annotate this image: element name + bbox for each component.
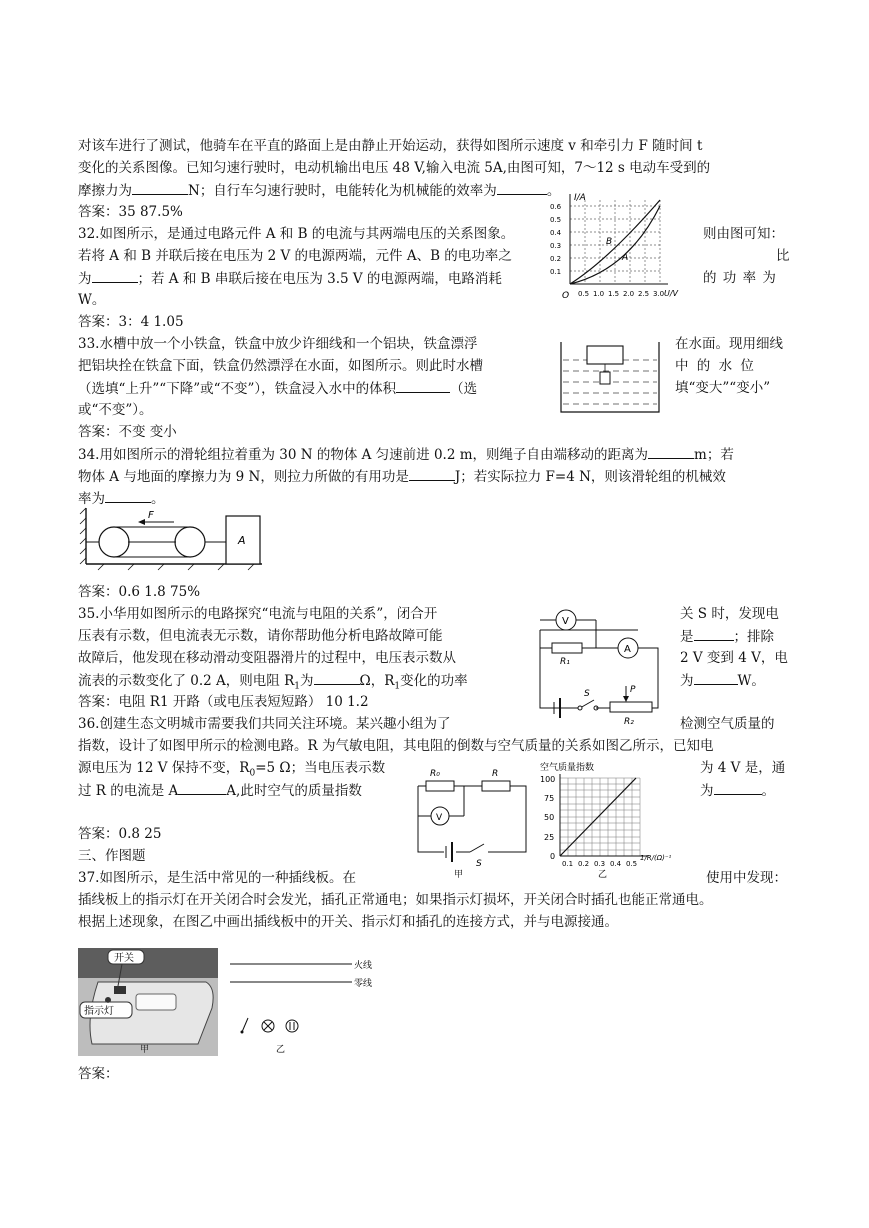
xtick: 0.1 xyxy=(562,860,574,868)
answer-blank[interactable] xyxy=(92,270,138,283)
q33-line2: 把铝块拴在铁盒下面，铁盒仍然漂浮在水面，如图所示。则此时水槽 xyxy=(78,358,483,374)
xtick: 0.5 xyxy=(626,860,638,868)
ytick: 50 xyxy=(544,813,555,822)
xtick: 0.5 xyxy=(578,290,590,298)
q36-line2: 指数，设计了如图甲所示的检测电路。R 为气敏电阻，其电阻的倒数与空气质量的关系如图乙所示，已知电 xyxy=(78,738,714,754)
q32-line1-right: 则由图可知： xyxy=(703,226,784,242)
air-quality-graph xyxy=(536,760,676,878)
q37-line1: 37.如图所示，是生活中常见的一种插线板。在 xyxy=(78,870,356,886)
answer-blank[interactable] xyxy=(409,468,455,481)
air-quality-circuit-figure xyxy=(404,760,536,878)
q32-line3: 为 ；若 A 和 B 串联后接在电压为 3.5 V 的电源两端，电路消耗 xyxy=(78,271,502,287)
iron-box xyxy=(587,346,623,364)
q35-line3-right: 2 V 变到 4 V，电 xyxy=(680,650,788,666)
object-a-label: A xyxy=(238,534,246,547)
q36-line1: 36.创建生态文明城市需要我们共同关注环境。某兴趣小组为了 xyxy=(78,716,451,732)
q32-line2-right: 比 xyxy=(776,248,790,264)
graph-ylabel: I/A xyxy=(574,193,586,203)
q33-line3-right: 填“变大”“变小” xyxy=(675,380,771,396)
xtick: 1.0 xyxy=(593,290,605,298)
resistor-r0 xyxy=(426,781,454,791)
q32-line4: W。 xyxy=(78,292,106,308)
caption-jia: 甲 xyxy=(454,870,464,880)
ytick: 0.3 xyxy=(550,242,562,250)
answer-blank[interactable] xyxy=(314,672,360,685)
q32-line1: 32.如图所示，是通过电路元件 A 和 B 的电流与其两端电压的关系图象。 xyxy=(78,226,515,242)
q34-line2: 物体 A 与地面的摩擦力为 9 N，则拉力所做的有用功是 J；若实际拉力 F=4 N，则该滑轮组的机械效 xyxy=(78,469,726,485)
q33-line4: 或“不变”）。 xyxy=(78,402,153,418)
q33-line2-right: 中 的 水 位 xyxy=(675,358,756,374)
answer-blank[interactable] xyxy=(396,380,450,393)
r2-label: R₂ xyxy=(624,717,634,727)
q31-answer: 答案：35 87.5% xyxy=(78,204,183,220)
rheostat xyxy=(610,702,652,712)
q37-line2: 插线板上的指示灯在开关闭合时会发光，插孔正常通电；如果指示灯损坏，开关闭合时插孔也能正常通电。 xyxy=(78,892,713,908)
slider-label: P xyxy=(630,685,636,695)
moving-pulley xyxy=(175,527,205,557)
caption-jia: 甲 xyxy=(140,1045,150,1055)
q37-answer: 答案： xyxy=(78,1066,119,1082)
resistor-r1 xyxy=(552,643,582,653)
answer-blank[interactable] xyxy=(178,782,226,795)
xtick: 2.0 xyxy=(623,290,635,298)
water-tank-figure xyxy=(555,338,665,416)
ytick: 0.5 xyxy=(550,216,562,224)
aluminum-block xyxy=(600,372,610,384)
caption-yi: 乙 xyxy=(598,870,608,880)
q34-line3: 率为 。 xyxy=(78,491,165,507)
q34-answer: 答案：0.6 1.8 75% xyxy=(78,584,201,600)
voltmeter-label: V xyxy=(436,813,443,823)
circuit-figure xyxy=(518,600,670,727)
q35-line4-right: 为 W。 xyxy=(680,673,765,689)
section-heading: 三、作图题 xyxy=(78,848,146,864)
q32-line3-right: 的 功 率 为 xyxy=(703,270,777,286)
xtick: 2.5 xyxy=(638,290,650,298)
q32-line2: 若将 A 和 B 并联后接在电压为 2 V 的电源两端，元件 A、B 的电功率之 xyxy=(78,248,512,264)
q33-line1-right: 在水面。现用细线 xyxy=(675,336,783,352)
q33-answer: 答案：不变 变小 xyxy=(78,424,177,440)
q33-line3: （选填“上升”“下降”或“不变”），铁盒浸入水中的体积 （选 xyxy=(78,381,478,397)
q35-line1: 35.小华用如图所示的电路探究“电流与电阻的关系”，闭合开 xyxy=(78,606,438,622)
wiring-figure xyxy=(226,956,386,1056)
iu-graph xyxy=(548,190,678,312)
ammeter-label: A xyxy=(624,644,631,655)
q36-answer: 答案：0.8 25 xyxy=(78,826,162,842)
q31-line1: 对该车进行了测试，他骑车在平直的路面上是由静止开始运动，获得如图所示速度 v 和牵引力 F 随时间 t xyxy=(78,138,703,154)
ytick: 0.2 xyxy=(550,255,562,263)
caption-yi: 乙 xyxy=(276,1045,286,1055)
answer-blank[interactable] xyxy=(694,628,734,641)
q35-line2-right: 是 ；排除 xyxy=(680,629,774,645)
q35-line3: 故障后，他发现在移动滑动变阻器滑片的过程中，电压表示数从 xyxy=(78,650,456,666)
ytick: 0.1 xyxy=(550,268,562,276)
switch-label: S xyxy=(584,689,590,699)
xtick: 3.0 xyxy=(653,290,665,298)
ytick: 0.4 xyxy=(550,229,562,237)
q35-answer: 答案：电阻 R1 开路（或电压表短短路） 10 1.2 xyxy=(78,694,369,710)
voltmeter-label: V xyxy=(562,616,569,627)
answer-blank[interactable] xyxy=(497,182,547,195)
graph-title: 空气质量指数 xyxy=(540,763,595,773)
q37-line1-right: 使用中发现： xyxy=(706,870,787,886)
fixed-pulley xyxy=(99,527,129,557)
ytick: 100 xyxy=(540,775,556,784)
gas-resistor-r xyxy=(482,781,510,791)
switch-icon xyxy=(114,986,126,994)
ytick: 25 xyxy=(544,833,555,842)
r-label: R xyxy=(492,769,499,779)
switch-label: 开关 xyxy=(114,953,134,964)
switch-icon xyxy=(242,1018,248,1032)
q35-line2: 压表有示数，但电流表无示数，请你帮助他分析电路故障可能 xyxy=(78,628,443,644)
q35-line4: 流表的示数变化了 0.2 A，则电阻 $R_1$为 Ω，$R_1$变化的功率 xyxy=(78,673,468,692)
q34-line1: 34.用如图所示的滑轮组拉着重为 30 N 的物体 A 匀速前进 0.2 m，则绳子自由端移动的距离为 m；若 xyxy=(78,447,734,463)
answer-blank[interactable] xyxy=(648,446,694,459)
q36-line3: 源电压为 12 V 保持不变，$R_0=5$ Ω；当电压表示数 xyxy=(78,760,386,779)
q36-line4-right: 为 。 xyxy=(700,783,775,799)
live-label: 火线 xyxy=(354,961,373,971)
r0-label: R₀ xyxy=(430,769,440,779)
q35-line1-right: 关 S 时，发现电 xyxy=(680,606,779,622)
answer-blank[interactable] xyxy=(714,782,762,795)
switch-label: S xyxy=(476,859,482,869)
answer-blank[interactable] xyxy=(694,672,738,685)
q32-answer: 答案：3：4 1.05 xyxy=(78,314,184,330)
ytick: 0.6 xyxy=(550,203,562,211)
neutral-label: 零线 xyxy=(354,979,373,989)
q33-line1: 33.水槽中放一个小铁盒，铁盒中放少许细线和一个铝块，铁盒漂浮 xyxy=(78,336,478,352)
pulley-figure xyxy=(78,500,268,572)
xtick: 0.2 xyxy=(578,860,590,868)
q36-line4: 过 R 的电流是 A A,此时空气的质量指数 xyxy=(78,783,362,799)
xtick: 1.5 xyxy=(608,290,620,298)
ytick: 0 xyxy=(550,852,556,861)
answer-blank[interactable] xyxy=(132,182,188,195)
q37-line3: 根据上述现象，在图乙中画出插线板中的开关、指示灯和插孔的连接方式，并与电源接通。 xyxy=(78,914,618,930)
socket-icon xyxy=(286,1020,298,1032)
q31-line3: 摩擦力为 N；自行车匀速行驶时，电能转化为机械能的效率为 。 xyxy=(78,183,561,199)
q31-line2: 变化的关系图像。已知匀速行驶时，电动机输出电压 48 V,输入电流 5A,由图可知，7～12 s 电动车受到的 xyxy=(78,160,711,176)
graph-xlabel: U/V xyxy=(664,289,679,298)
graph-xlabel: 1/R/(Ω)⁻¹ xyxy=(640,854,672,862)
q36-line3-right: 为 4 V 是，通 xyxy=(700,760,786,776)
xtick: 0.4 xyxy=(610,860,622,868)
indicator-label: 指示灯 xyxy=(84,1006,114,1017)
power-strip-photo xyxy=(78,948,218,1056)
label-b: B xyxy=(606,237,613,247)
ytick: 75 xyxy=(544,794,555,803)
force-label: F xyxy=(148,510,154,521)
label-a: A xyxy=(622,253,629,263)
graph-origin: O xyxy=(562,291,570,301)
xtick: 0.3 xyxy=(594,860,606,868)
r1-label: R₁ xyxy=(560,657,570,667)
q36-line1-right: 检测空气质量的 xyxy=(680,716,775,732)
